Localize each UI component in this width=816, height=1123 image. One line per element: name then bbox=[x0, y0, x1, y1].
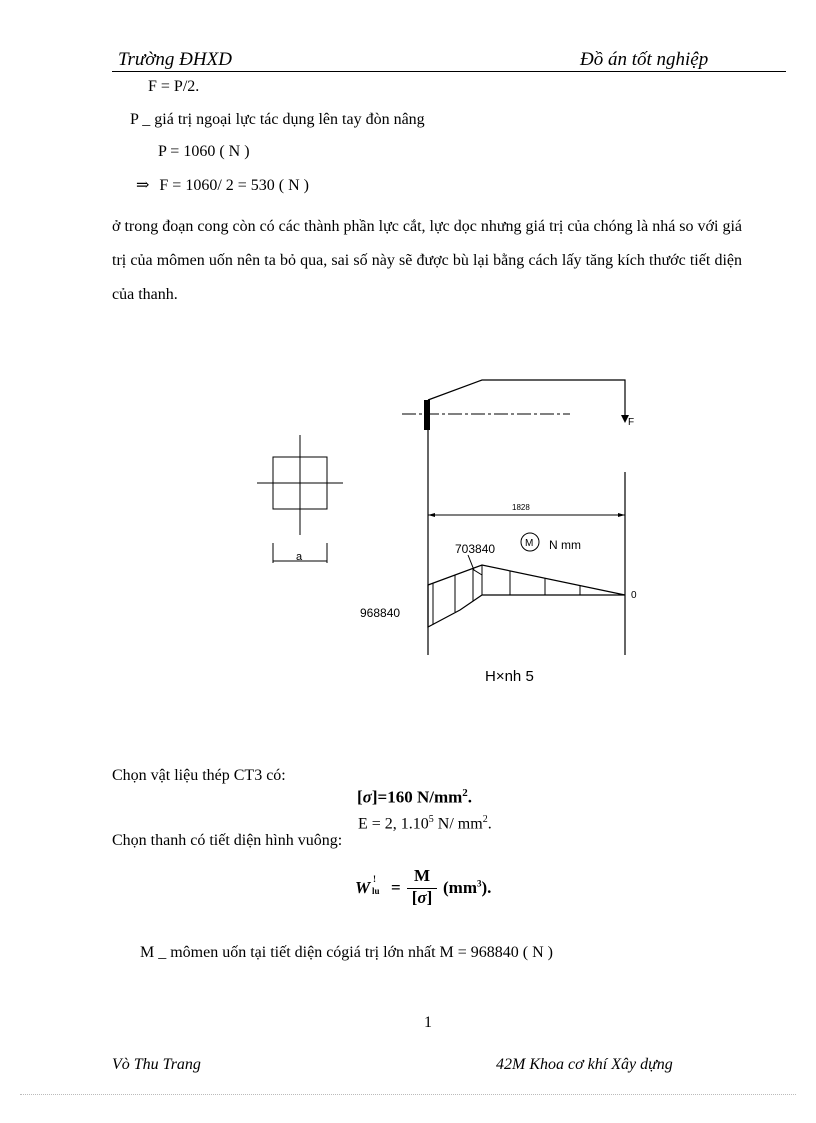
force-label: F bbox=[628, 417, 635, 428]
f-equation: F = P/2. bbox=[148, 78, 200, 95]
page-number: 1 bbox=[424, 1014, 432, 1031]
moment-diagram bbox=[240, 365, 660, 695]
header-school: Trường ĐHXD bbox=[118, 49, 232, 70]
moment-symbol: M bbox=[525, 538, 534, 549]
sigma-symbol: σ bbox=[362, 787, 372, 807]
leader-line bbox=[468, 555, 482, 575]
moment-area bbox=[428, 565, 625, 627]
section-choice: Chọn thanh có tiết diện hình vuông: bbox=[112, 832, 343, 849]
f-value-line bbox=[136, 175, 309, 195]
unit-label: N mm bbox=[549, 538, 581, 552]
moment-max-label: 968840 bbox=[360, 606, 401, 620]
implies-icon: ⇒ bbox=[136, 177, 150, 194]
body-paragraph: ở trong đoạn cong còn có các thành phần lực cắt, lực dọc nhưng giá trị của chóng là nhá so với giá trị của mômen uốn nên ta bỏ qua, sai số này sẽ được bù lại bằng cách lấy tăng kích thước tiết diện của thanh. bbox=[112, 218, 742, 303]
moment-line: M _ mômen uốn tại tiết diện cógiá trị lớn nhất M = 968840 ( N ) bbox=[140, 944, 553, 961]
f-value: F = 1060/ 2 = 530 ( N ) bbox=[159, 177, 310, 194]
footer-author: Vò Thu Trang bbox=[112, 1056, 201, 1073]
zero-label: 0 bbox=[631, 590, 637, 601]
side-a-label: a bbox=[296, 551, 303, 563]
p-value: P = 1060 ( N ) bbox=[158, 143, 250, 160]
lever-arm bbox=[428, 380, 625, 415]
figure-5 bbox=[240, 365, 660, 695]
figure-caption: H×nh 5 bbox=[485, 668, 534, 685]
allowable-stress: [σ]=160 $N/mm^2$. bbox=[357, 787, 473, 807]
moment-703840-label: 703840 bbox=[455, 542, 496, 556]
p-description: P _ giá trị ngoại lực tác dụng lên tay đòn nâng bbox=[130, 111, 425, 128]
elastic-modulus: E = 2, 1.10$^5$ N/ $mm^2$. bbox=[358, 814, 492, 833]
header-title: Đồ án tốt nghiệp bbox=[580, 49, 709, 70]
support-block bbox=[424, 400, 430, 430]
page-edge-dots bbox=[20, 1094, 796, 1095]
header-rule bbox=[112, 71, 786, 72]
footer-faculty: 42M Khoa cơ khí Xây dựng bbox=[496, 1056, 673, 1073]
length-label: 1828 bbox=[512, 503, 530, 512]
material-intro: Chọn vật liệu thép CT3 có: bbox=[112, 767, 286, 784]
